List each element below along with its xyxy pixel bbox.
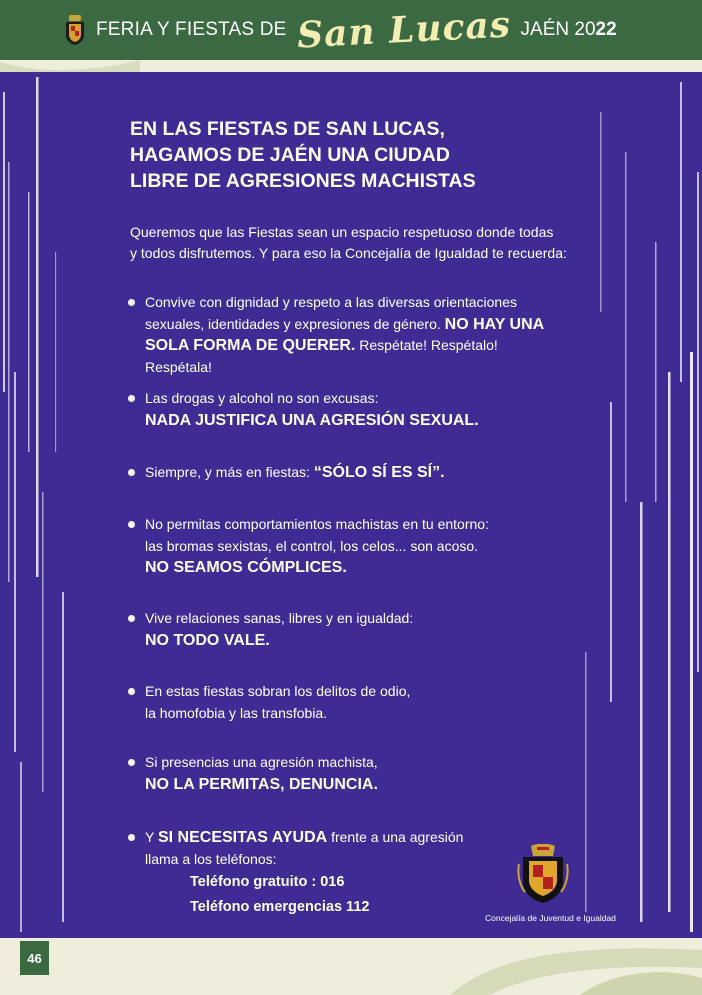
item-text: Las drogas y alcohol no son excusas: xyxy=(145,390,379,406)
bullet-icon xyxy=(128,688,135,695)
item-text: Respétate! Respétalo! Respétala! xyxy=(145,337,498,375)
intro-line: Queremos que las Fiestas sean un espacio respetuoso donde todas xyxy=(130,224,554,240)
item-text: Convive con dignidad y respeto a las diversas orientaciones xyxy=(145,294,517,310)
phone-emergency: Teléfono emergencias 112 xyxy=(190,899,370,915)
list-item xyxy=(128,514,568,579)
bullet-icon xyxy=(128,469,135,476)
item-emphasis: NO LA PERMITAS, DENUNCIA. xyxy=(145,775,378,793)
list-item xyxy=(128,608,568,651)
bullet-icon xyxy=(128,299,135,306)
item-text: frente a una agresión xyxy=(327,829,464,845)
list-item xyxy=(128,681,568,724)
title-line: EN LAS FIESTAS DE SAN LUCAS, xyxy=(130,118,445,140)
title-line: LIBRE DE AGRESIONES MACHISTAS xyxy=(130,170,476,192)
concejalia-logo xyxy=(485,844,616,923)
list-item xyxy=(128,752,568,795)
content-panel xyxy=(0,72,702,938)
header-year: 22 xyxy=(595,19,617,40)
list-item xyxy=(128,292,568,378)
title-line: HAGAMOS DE JAÉN UNA CIUDAD xyxy=(130,144,450,166)
list-item xyxy=(128,388,568,431)
item-emphasis: NADA JUSTIFICA UNA AGRESIÓN SEXUAL. xyxy=(145,411,479,429)
item-text: Si presencias una agresión machista, xyxy=(145,754,378,770)
item-emphasis: SI NECESITAS AYUDA xyxy=(157,829,328,846)
header-script-title: San Lucas xyxy=(295,3,512,57)
item-text: Y xyxy=(145,829,158,845)
item-text: Siempre, y más en fiestas: xyxy=(145,464,314,480)
page-header xyxy=(0,0,702,60)
content xyxy=(0,72,702,938)
logo-caption: Concejalía de Juventud e Igualdad xyxy=(485,913,616,923)
item-emphasis: NO HAY UNA xyxy=(444,315,545,333)
page-title xyxy=(130,116,590,194)
coat-of-arms-icon xyxy=(517,844,569,904)
header-city-year xyxy=(521,19,617,41)
header-prefix: FERIA Y FIESTAS DE xyxy=(96,19,287,40)
item-text: las bromas sexistas, el control, los celos... son acoso. xyxy=(145,537,479,554)
item-text: la homofobia y las transfobia. xyxy=(145,704,328,721)
item-text: En estas fiestas sobran los delitos de odio, xyxy=(145,683,411,699)
coat-of-arms-icon xyxy=(64,15,86,45)
item-text: sexuales, identidades y expresiones de género. xyxy=(145,315,445,332)
list-item xyxy=(128,462,568,484)
item-emphasis: “SÓLO SÍ ES SÍ”. xyxy=(313,464,445,481)
bullet-icon xyxy=(128,395,135,402)
item-text: Vive relaciones sanas, libres y en igualdad: xyxy=(145,610,414,626)
bullet-icon xyxy=(128,834,135,841)
header-city: JAÉN 20 xyxy=(520,19,596,40)
bullet-icon xyxy=(128,615,135,622)
phone-free: Teléfono gratuito : 016 xyxy=(190,874,345,890)
page-number: 46 xyxy=(20,941,49,975)
item-emphasis: NO SEAMOS CÓMPLICES. xyxy=(145,559,347,576)
bullet-icon xyxy=(128,521,135,528)
intro-paragraph xyxy=(130,222,590,264)
item-emphasis: SOLA FORMA DE QUERER. xyxy=(145,337,356,354)
item-text: llama a los teléfonos: xyxy=(145,850,277,867)
intro-line: y todos disfrutemos. Y para eso la Concejalía de Igualdad te recuerda: xyxy=(130,245,567,261)
leaf-decoration-bottom xyxy=(430,938,702,995)
bullet-icon xyxy=(128,759,135,766)
item-emphasis: NO TODO VALE. xyxy=(145,631,270,649)
item-text: No permitas comportamientos machistas en tu entorno: xyxy=(145,516,489,532)
